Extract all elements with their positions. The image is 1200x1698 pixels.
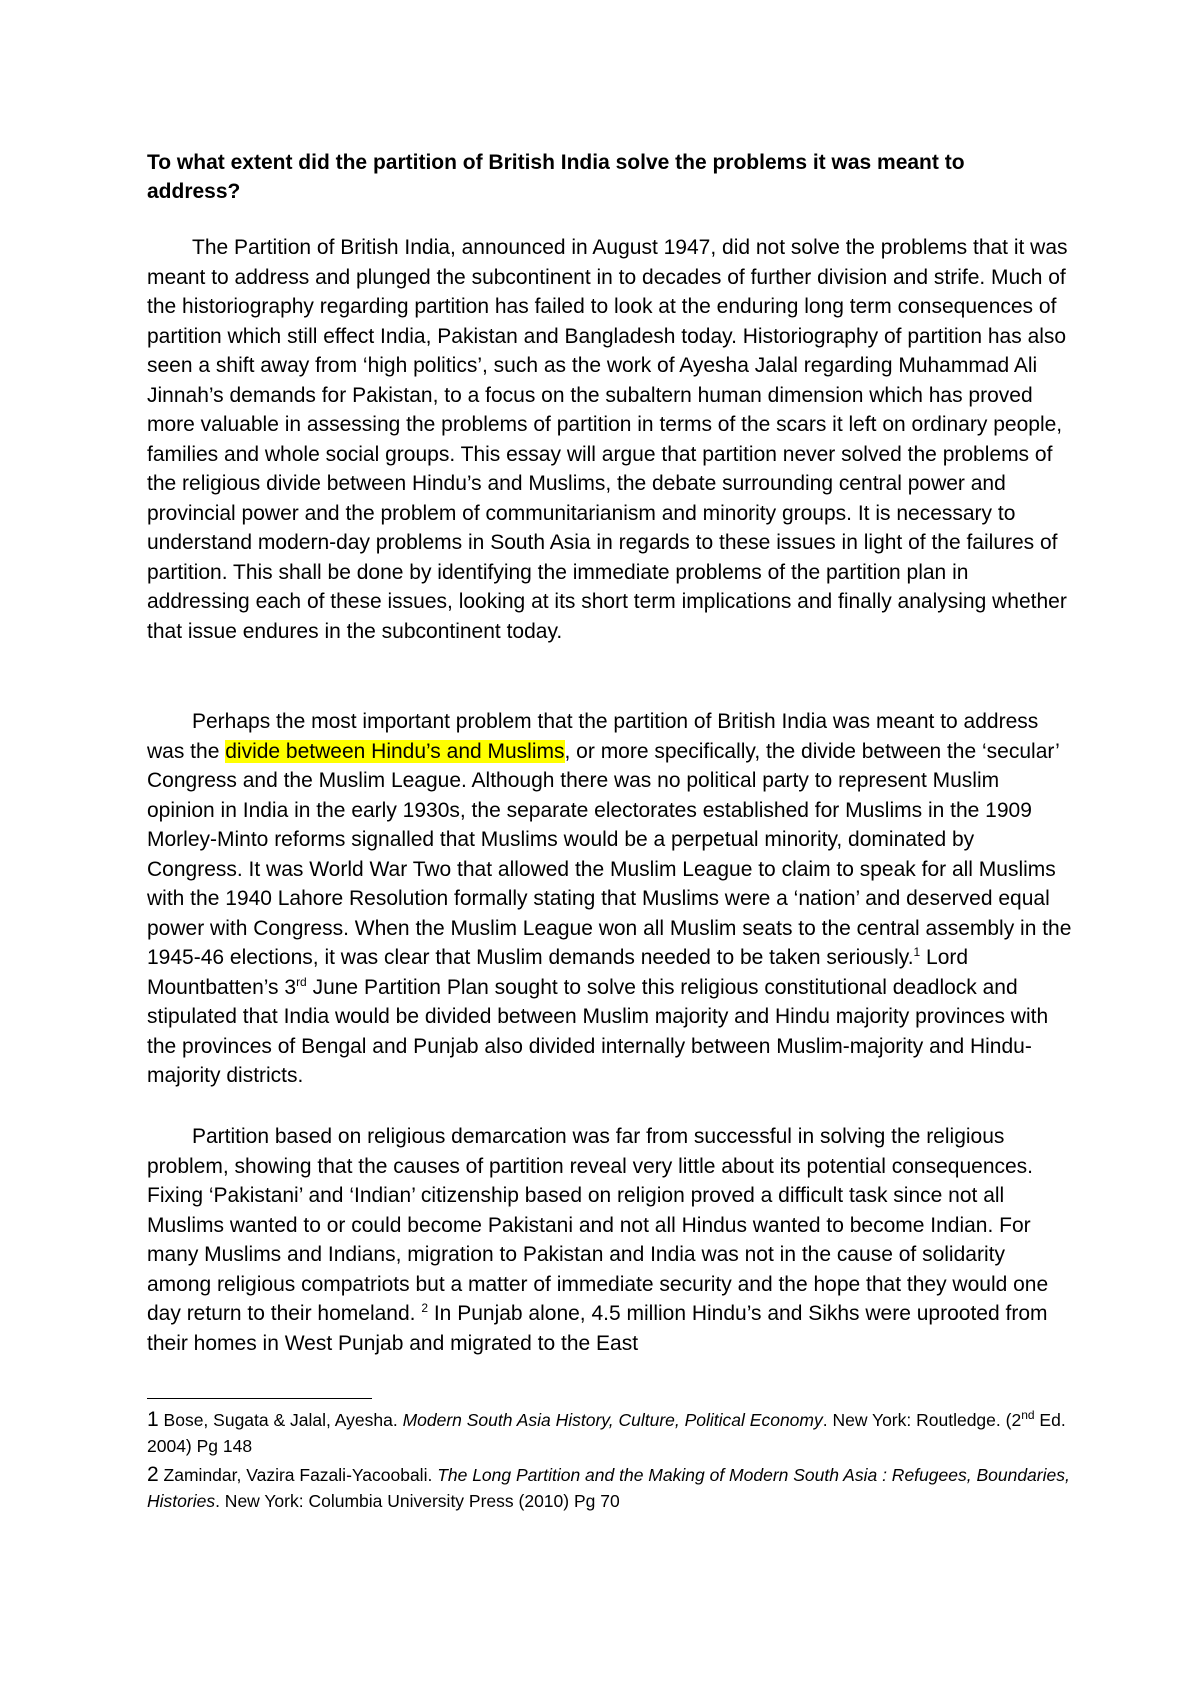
footnote-number: 1 [147,1408,159,1431]
footnote-publication: Ed. 2004) Pg 148 [147,1410,1066,1456]
footnote-book-title: Modern South Asia History, Culture, Political Economy [402,1410,823,1430]
footnote-1 [147,1407,1072,1459]
paragraph-text: Perhaps the most important problem that the partition of British India was meant to address was the [147,710,1039,763]
paragraph-text: Partition based on religious demarcation was far from successful in solving the religious problem, showing that the causes of partition reveal very little about its potential consequences. Fixing ‘Pakistani’ and ‘Indian’ citizenship based on religion proved a difficult task since not all Muslims wanted to or could become Pakistani and not all Hindus wanted to become Indian. For many Muslims and Indians, migration to Pakistan and India was not in the cause of solidarity among religious compatriots but a matter of immediate security and the hope that they would one day return to their homeland. [147,1125,1049,1325]
paragraph-text: June Partition Plan sought to solve this religious constitutional deadlock and stipulated that India would be divided between Muslim majority and Hindu majority provinces with the provinces of Bengal and Punjab also divided internally between Muslim-majority and Hindu-majority districts. [147,975,1049,1087]
footnote-author: Zamindar, Vazira Fazali-Yacoobali. [158,1465,438,1485]
highlighted-text: divide between Hindu’s and Muslims [225,739,565,763]
footnote-publication: . New York: Columbia University Press (2010) Pg 70 [215,1491,620,1511]
footnote-2 [147,1462,1072,1514]
ordinal-suffix: nd [1021,1408,1035,1423]
footnote-reference-2[interactable]: 2 [421,1301,429,1315]
footnote-reference-1[interactable]: 1 [913,945,921,959]
paragraph-text: In Punjab alone, 4.5 million Hindu’s and Sikhs were uprooted from their homes in West Punjab and migrated to the East [147,1302,1048,1355]
footnote-author: Bose, Sugata & Jalal, Ayesha. [158,1410,403,1430]
paragraph-religious-divide [147,707,1072,1091]
footnote-number: 2 [147,1463,159,1486]
paragraph-text: Lord Mountbatten’s 3 [147,946,969,999]
essay-title: To what extent did the partition of British India solve the problems it was meant to address? [147,151,965,203]
footnotes [147,1407,1072,1517]
paragraph-text: , or more specifically, the divide between the ‘secular’ Congress and the Muslim League. Although there was no political party to represent Muslim opinion in India in the early 1930s, the separate electorates established for Muslims in the 1909 Morley-Minto reforms signalled that Muslims would be a perpetual minority, dominated by Congress. It was World War Two that allowed the Muslim League to claim to speak for all Muslims with the 1940 Lahore Resolution formally stating that Muslims were a ‘nation’ and deserved equal power with Congress. When the Muslim League won all Muslim seats to the central assembly in the 1945-46 elections, it was clear that Muslim demands needed to be taken seriously. [147,739,1072,969]
paragraph-religious-demarcation [147,1122,1072,1358]
footnote-separator [147,1398,372,1399]
footnote-publication: . New York: Routledge. (2 [822,1410,1022,1430]
footnote-book-title: The Long Partition and the Making of Modern South Asia : Refugees, Boundaries, Histories [147,1465,1070,1511]
paragraph-introduction: The Partition of British India, announced in August 1947, did not solve the problems that it was meant to address and plunged the subcontinent in to decades of further division and strife. Much of the historiography regarding partition has failed to look at the enduring long term consequences of partition which still effect India, Pakistan and Bangladesh today. Historiography of partition has also seen a shift away from ‘high politics’, such as the work of Ayesha Jalal regarding Muhammad Ali Jinnah’s demands for Pakistan, to a focus on the subaltern human dimension which has proved more valuable in assessing the problems of partition in terms of the scars it left on ordinary people, families and whole social groups. This essay will argue that partition never solved the problems of the religious divide between Hindu’s and Muslims, the debate surrounding central power and provincial power and the problem of communitarianism and minority groups. It is necessary to understand modern-day problems in South Asia in regards to these issues in light of the failures of partition. This shall be done by identifying the immediate problems of the partition plan in addressing each of these issues, looking at its short term implications and finally analysing whether that issue endures in the subcontinent today. [147,236,1068,643]
ordinal-suffix: rd [296,974,307,989]
